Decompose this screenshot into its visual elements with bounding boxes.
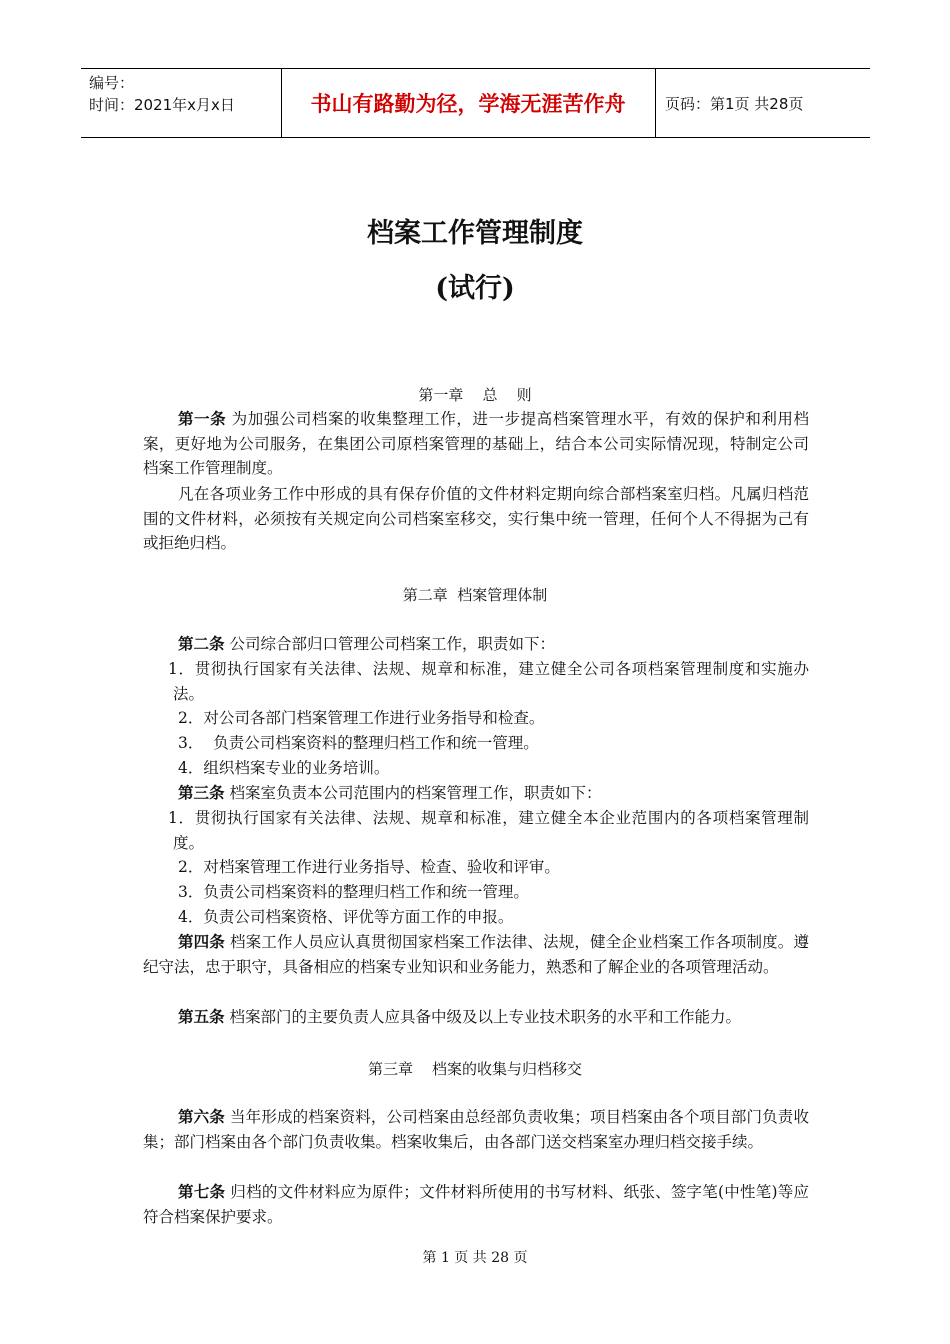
list-item: 1．贯彻执行国家有关法律、法规、规章和标准，建立健全公司各项档案管理制度和实施办法。 bbox=[168, 660, 809, 703]
document-subtitle: (试行) bbox=[435, 273, 515, 304]
list-item: 4．负责公司档案资格、评优等方面工作的申报。 bbox=[178, 908, 514, 926]
article-6 bbox=[143, 1105, 809, 1154]
article-label: 第六条 bbox=[178, 1108, 225, 1126]
chapter-heading: 第二章 档案管理体制 bbox=[402, 586, 548, 604]
header-meta bbox=[89, 72, 235, 116]
header-divider bbox=[655, 69, 656, 137]
article-label: 第七条 bbox=[178, 1183, 226, 1201]
article-label: 第二条 bbox=[178, 635, 225, 653]
article-2 bbox=[143, 632, 809, 657]
article-5 bbox=[143, 1005, 809, 1030]
time-label: 时间：2021年x月x日 bbox=[89, 96, 235, 114]
article-1-paragraph-2: 凡在各项业务工作中形成的具有保存价值的文件材料定期向综合部档案室归档。凡属归档范围的文件材料，必须按有关规定向公司档案室移交，实行集中统一管理，任何个人不得据为己有或拒绝归档。 bbox=[143, 485, 809, 552]
article-text: 档案工作人员应认真贯彻国家档案工作法律、法规，健全企业档案工作各项制度。遵纪守法，忠于职守，具备相应的档案专业知识和业务能力，熟悉和了解企业的各项管理活动。 bbox=[143, 933, 809, 976]
list-item: 2．对档案管理工作进行业务指导、检查、验收和评审。 bbox=[178, 858, 560, 876]
article-label: 第五条 bbox=[178, 1008, 225, 1026]
number-label: 编号： bbox=[89, 74, 135, 92]
header-page-info: 页码：第1页 共28页 bbox=[665, 94, 804, 113]
list-item: 1．贯彻执行国家有关法律、法规、规章和标准，建立健全本企业范围内的各项档案管理制度。 bbox=[168, 809, 809, 852]
page-header bbox=[81, 68, 870, 138]
article-1 bbox=[143, 407, 809, 481]
article-text: 为加强公司档案的收集整理工作，进一步提高档案管理水平，有效的保护和利用档案，更好地为公司服务，在集团公司原档案管理的基础上，结合本公司实际情况现，特制定公司档案工作管理制度。 bbox=[143, 410, 809, 477]
page-footer: 第 1 页 共 28 页 bbox=[422, 1250, 528, 1266]
list-item: 2．对公司各部门档案管理工作进行业务指导和检查。 bbox=[178, 709, 545, 727]
article-text: 公司综合部归口管理公司档案工作，职责如下： bbox=[229, 635, 555, 653]
article-text: 当年形成的档案资料，公司档案由总经部负责收集；项目档案由各个项目部门负责收集；部门档案由各个部门负责收集。档案收集后，由各部门送交档案室办理归档交接手续。 bbox=[143, 1108, 809, 1151]
article-label: 第一条 bbox=[178, 410, 227, 428]
article-label: 第四条 bbox=[178, 933, 225, 951]
chapter-heading: 第一章 总 则 bbox=[418, 386, 532, 404]
article-text: 档案部门的主要负责人应具备中级及以上专业技术职务的水平和工作能力。 bbox=[229, 1008, 741, 1026]
article-text: 档案室负责本公司范围内的档案管理工作，职责如下： bbox=[229, 784, 602, 802]
header-motto: 书山有路勤为径，学海无涯苦作舟 bbox=[310, 92, 626, 116]
article-3 bbox=[143, 781, 809, 806]
list-item: 4．组织档案专业的业务培训。 bbox=[178, 759, 390, 777]
list-item: 3．负责公司档案资料的整理归档工作和统一管理。 bbox=[178, 883, 529, 901]
list-item: 3． 负责公司档案资料的整理归档工作和统一管理。 bbox=[178, 734, 539, 752]
chapter-heading: 第三章 档案的收集与归档移交 bbox=[367, 1060, 583, 1078]
article-4 bbox=[143, 930, 809, 979]
article-7 bbox=[143, 1180, 809, 1229]
article-text: 归档的文件材料应为原件；文件材料所使用的书写材料、纸张、签字笔(中性笔)等应符合档案保护要求。 bbox=[143, 1183, 809, 1226]
document-title: 档案工作管理制度 bbox=[367, 218, 583, 249]
article-label: 第三条 bbox=[178, 784, 225, 802]
